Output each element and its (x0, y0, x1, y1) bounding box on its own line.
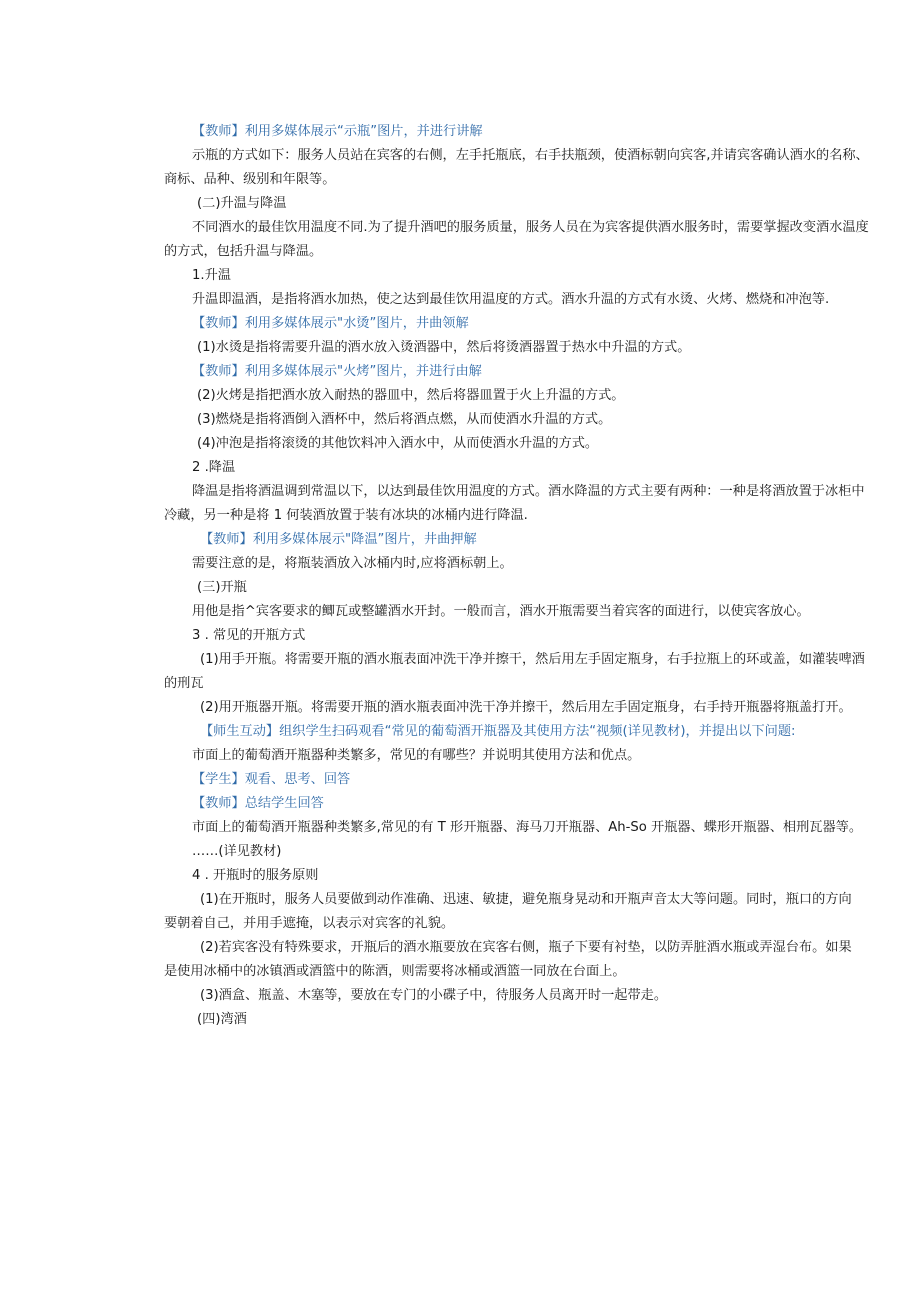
paragraph-line: 是使用冰桶中的冰镇酒或酒篮中的陈酒，则需要将冰桶或酒篮一同放在台面上。 (164, 964, 626, 979)
teacher-note: 【教师】总结学生回答 (192, 796, 324, 811)
paragraph-line: 升温即温酒，是指将酒水加热，使之达到最佳饮用温度的方式。酒水升温的方式有水烫、火烤、燃烧和冲泡等. (192, 292, 830, 307)
teacher-note: 【教师】利用多媒体展示“示瓶”图片，并进行讲解 (192, 124, 483, 139)
paragraph-line: 市面上的葡萄酒开瓶器种类繁多，常见的有哪些？并说明其使用方法和优点。 (192, 748, 641, 763)
interaction-note: 【师生互动】组织学生扫码观看“常见的葡萄酒开瓶器及其使用方法“视频(详见教材)，并提出以下问题: (200, 724, 796, 739)
list-item: (2)若宾客没有特殊要求，开瓶后的酒水瓶要放在宾客右侧，瓶子下要有衬垫，以防弄脏酒水瓶或弄湿台布。如果 (200, 940, 852, 955)
subsection-heading: 3 . 常见的开瓶方式 (192, 628, 306, 643)
list-item: (2)用开瓶器开瓶。将需要开瓶的酒水瓶表面冲洗干净并擦干，然后用左手固定瓶身，右手持开瓶器将瓶盖打开。 (200, 700, 852, 715)
paragraph-line: 用他是指^宾客要求的鲫瓦或整罐酒水开封。一般而言，酒水开瓶需要当着宾客的面进行，以使宾客放心。 (192, 604, 810, 619)
student-note: 【学生】观看、思考、回答 (192, 772, 351, 787)
paragraph-line: 不同酒水的最佳饮用温度不同.为了提升酒吧的服务质量，服务人员在为宾客提供酒水服务时，需要掌握改变酒水温度 (192, 220, 869, 235)
list-item: (1)用手开瓶。将需要开瓶的酒水瓶表面冲洗干净并擦干，然后用左手固定瓶身，右手拉瓶上的环或盖，如灌装啤酒 (200, 652, 865, 667)
section-heading: (三)开瓶 (197, 580, 247, 595)
teacher-note: 【教师】利用多媒体展示"火烤”图片，并进行由解 (192, 364, 482, 379)
paragraph-line: 示瓶的方式如下：服务人员站在宾客的右侧，左手托瓶底，右手扶瓶颈，使酒标朝向宾客,并请宾客确认酒水的名称、 (192, 148, 869, 163)
list-item: (4)冲泡是指将滚烫的其他饮料冲入酒水中，从而使酒水升温的方式。 (197, 436, 599, 451)
list-item: (1)水烫是指将需要升温的酒水放入烫酒器中，然后将烫酒器置于热水中升温的方式。 (197, 340, 691, 355)
paragraph-line: 商标、品种、级别和年限等。 (164, 172, 336, 187)
subsection-heading: 4 . 开瓶时的服务原则 (192, 868, 319, 883)
paragraph-line: 需要注意的是，将瓶装酒放入冰桶内时,应将酒标朝上。 (192, 556, 513, 571)
paragraph-line: 降温是指将酒温调到常温以下，以达到最佳饮用温度的方式。酒水降温的方式主要有两种：一种是将酒放置于冰柜中 (192, 484, 865, 499)
teacher-note: 【教师】利用多媒体展示"水烫”图片，井曲领解 (192, 316, 469, 331)
section-heading: (二)升温与降温 (197, 196, 287, 211)
list-item: (1)在开瓶时，服务人员要做到动作准确、迅速、敏捷，避免瓶身晃动和开瓶声音太大等问题。同时，瓶口的方向 (200, 892, 852, 907)
paragraph-line: ……(详见教材) (192, 844, 282, 859)
list-item: (3)燃烧是指将酒倒入酒杯中，然后将酒点燃，从而使酒水升温的方式。 (197, 412, 612, 427)
paragraph-line: 冷藏，另一种是将 1 何装酒放置于装有冰块的冰桶内进行降温. (164, 508, 528, 523)
list-item: (3)酒盒、瓶盖、木塞等，要放在专门的小碟子中，待服务人员离开时一起带走。 (200, 988, 668, 1003)
subsection-heading: 2 .降温 (192, 460, 236, 475)
list-item: (2)火烤是指把酒水放入耐热的器皿中，然后将器皿置于火上升温的方式。 (197, 388, 625, 403)
subsection-heading: 1.升温 (192, 268, 231, 283)
paragraph-line: 的刑瓦 (164, 676, 204, 691)
paragraph-line: 市面上的葡萄酒开瓶器种类繁多,常见的有 T 形开瓶器、海马刀开瓶器、Ah-So 开瓶器、蝶形开瓶器、相刑瓦器等。 (192, 820, 863, 835)
paragraph-line: 要朝着自己，并用手遮掩，以表示对宾客的礼貌。 (164, 916, 455, 931)
teacher-note: 【教师】利用多媒体展示"降温”图片，井曲押解 (200, 532, 477, 547)
paragraph-line: 的方式，包括升温与降温。 (164, 244, 323, 259)
section-heading: (四)湾酒 (197, 1012, 247, 1027)
